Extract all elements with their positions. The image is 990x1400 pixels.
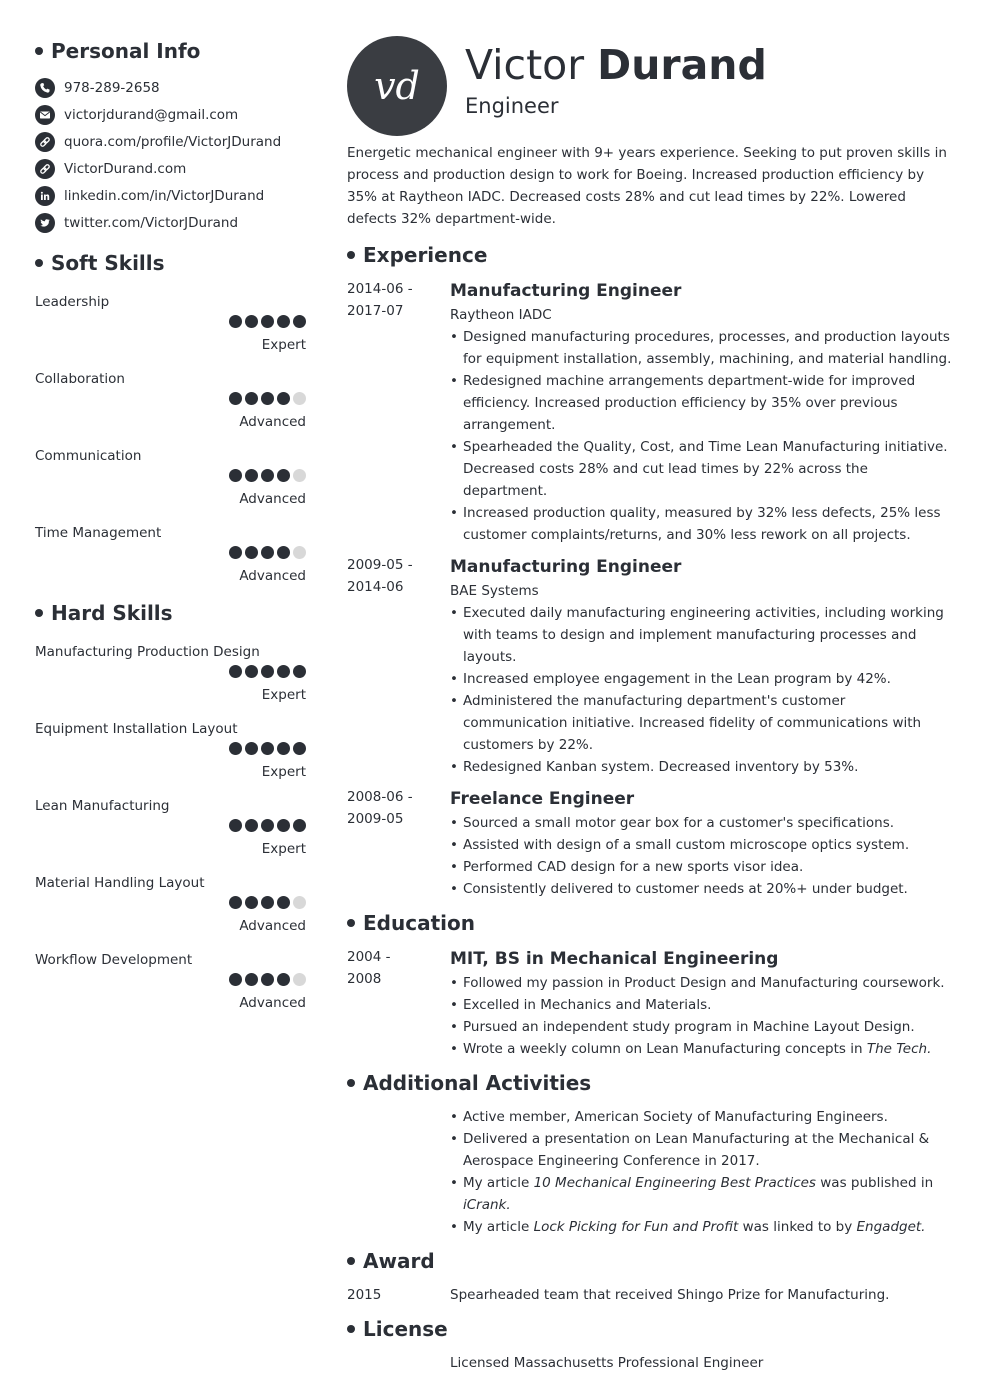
rating-dot [229, 392, 242, 405]
education-entry [347, 946, 952, 1060]
rating-dot [277, 973, 290, 986]
license-heading: License [347, 1314, 952, 1344]
skill-item [35, 634, 307, 711]
list-item: • Redesigned Kanban system. Decreased inventory by 53%. [450, 756, 952, 778]
organization: BAE Systems [450, 583, 539, 599]
rating-dot [293, 546, 306, 559]
hard-skills-list [35, 634, 307, 1019]
linkedin-icon [35, 186, 55, 206]
list-item: • My article Lock Picking for Fun and Profit was linked to by Engadget. [450, 1216, 952, 1238]
contact-linkedin[interactable] [35, 182, 307, 209]
bullet-dot [347, 251, 355, 259]
skill-rating [229, 665, 306, 678]
sidebar [35, 36, 307, 1019]
skill-level: Advanced [239, 918, 306, 934]
skill-level: Advanced [239, 491, 306, 507]
role-title: Manufacturing Engineer [450, 281, 682, 301]
twitter-icon [35, 213, 55, 233]
rating-dot [245, 546, 258, 559]
rating-dot [245, 819, 258, 832]
skill-name: Leadership [35, 294, 110, 310]
skill-rating [229, 392, 306, 405]
award-text: Spearheaded team that received Shingo Prize for Manufacturing. [450, 1287, 890, 1303]
skill-item [35, 515, 307, 592]
rating-dot [277, 315, 290, 328]
experience-entry [347, 786, 952, 900]
skill-rating [229, 469, 306, 482]
list-item: • Followed my passion in Product Design and Manufacturing coursework. [450, 972, 952, 994]
link-icon [35, 159, 55, 179]
skill-name: Collaboration [35, 371, 125, 387]
list-item: • Active member, American Society of Manufacturing Engineers. [450, 1106, 952, 1128]
list-item: • Consistently delivered to customer needs at 20%+ under budget. [450, 878, 952, 900]
education-date: 2004 - 2008 [347, 949, 391, 987]
skill-level: Expert [261, 841, 306, 857]
skill-rating [229, 742, 306, 755]
main-content [347, 36, 952, 1374]
skill-name: Communication [35, 448, 142, 464]
rating-dot [293, 896, 306, 909]
rating-dot [229, 742, 242, 755]
experience-date: 2009-05 - 2014-06 [347, 557, 413, 595]
skill-item [35, 788, 307, 865]
skill-item [35, 865, 307, 942]
award-heading: Award [347, 1246, 952, 1276]
skill-level: Advanced [239, 568, 306, 584]
list-item: • Assisted with design of a small custom microscope optics system. [450, 834, 952, 856]
rating-dot [261, 546, 274, 559]
rating-dot [293, 392, 306, 405]
rating-dot [277, 546, 290, 559]
experience-date: 2014-06 - 2017-07 [347, 281, 413, 319]
bullet-dot [35, 259, 43, 267]
activities-entry [347, 1106, 952, 1238]
initials-avatar: vd [347, 36, 447, 136]
list-item: • Increased employee engagement in the Lean program by 42%. [450, 668, 952, 690]
linkedin-link[interactable]: linkedin.com/in/VictorJDurand [64, 187, 265, 204]
bullet-dot [347, 1257, 355, 1265]
skill-level: Expert [261, 687, 306, 703]
education-heading: Education [347, 908, 952, 938]
summary: Energetic mechanical engineer with 9+ years experience. Seeking to put proven skills in process and production design to work for Boeing. Increased production efficiency by 35% at Raytheon IADC. Decreased costs 28% and cut lead times by 22%. Lowered defects 32% department-wide. [347, 145, 947, 227]
rating-dot [245, 315, 258, 328]
activities-heading: Additional Activities [347, 1068, 952, 1098]
experience-bullets [450, 602, 952, 778]
experience-date: 2008-06 - 2009-05 [347, 789, 413, 827]
rating-dot [229, 665, 242, 678]
list-item: • Delivered a presentation on Lean Manufacturing at the Mechanical & Aerospace Engineering Conference in 2017. [450, 1128, 952, 1172]
contact-list [35, 74, 307, 236]
list-item: • Administered the manufacturing department's customer communication initiative. Increased fidelity of communications with customers by 22%. [450, 690, 952, 756]
rating-dot [261, 819, 274, 832]
last-name: Durand [597, 41, 767, 89]
skill-name: Lean Manufacturing [35, 798, 170, 814]
resume-header [347, 36, 952, 142]
rating-dot [245, 896, 258, 909]
rating-dot [293, 819, 306, 832]
list-item: • Excelled in Mechanics and Materials. [450, 994, 952, 1016]
rating-dot [293, 973, 306, 986]
email-link[interactable]: victorjdurand@gmail.com [64, 106, 239, 123]
rating-dot [245, 392, 258, 405]
list-item: • Executed daily manufacturing engineering activities, including working with teams to design and implement manufacturing processes and layouts. [450, 602, 952, 668]
first-name: Victor [465, 41, 585, 89]
experience-entry [347, 554, 952, 778]
rating-dot [261, 315, 274, 328]
skill-rating [229, 896, 306, 909]
rating-dot [261, 742, 274, 755]
hard-skills-heading: Hard Skills [35, 598, 307, 628]
rating-dot [261, 973, 274, 986]
experience-bullets [450, 326, 952, 546]
role-title: Freelance Engineer [450, 789, 635, 809]
personal-info-heading: Personal Info [35, 36, 307, 66]
activities-bullets [450, 1106, 952, 1238]
skill-name: Equipment Installation Layout [35, 721, 238, 737]
skill-item [35, 711, 307, 788]
experience-heading: Experience [347, 240, 952, 270]
contact-phone [35, 74, 307, 101]
rating-dot [261, 665, 274, 678]
bullet-dot [35, 47, 43, 55]
bullet-dot [347, 1079, 355, 1087]
license-entry [347, 1352, 952, 1374]
rating-dot [245, 742, 258, 755]
list-item: • Redesigned machine arrangements department-wide for improved efficiency. Increased production efficiency by 35% over previous arrangement. [450, 370, 952, 436]
education-bullets [450, 972, 952, 1060]
contact-quora[interactable] [35, 128, 307, 155]
rating-dot [229, 973, 242, 986]
award-entry [347, 1284, 952, 1306]
rating-dot [277, 665, 290, 678]
rating-dot [293, 665, 306, 678]
skill-name: Manufacturing Production Design [35, 644, 260, 660]
website-link[interactable]: VictorDurand.com [64, 160, 187, 177]
rating-dot [229, 819, 242, 832]
list-item: • Sourced a small motor gear box for a customer's specifications. [450, 812, 952, 834]
rating-dot [277, 896, 290, 909]
rating-dot [261, 896, 274, 909]
rating-dot [277, 469, 290, 482]
rating-dot [229, 546, 242, 559]
list-item: • Increased production quality, measured by 32% less defects, 25% less customer complaints/returns, and 30% less rework on all projects. [450, 502, 952, 546]
rating-dot [245, 973, 258, 986]
contact-twitter[interactable] [35, 209, 307, 236]
rating-dot [261, 469, 274, 482]
contact-email[interactable] [35, 101, 307, 128]
twitter-link[interactable]: twitter.com/VictorJDurand [64, 214, 239, 231]
rating-dot [293, 469, 306, 482]
award-date: 2015 [347, 1287, 382, 1303]
rating-dot [245, 665, 258, 678]
rating-dot [293, 315, 306, 328]
rating-dot [277, 819, 290, 832]
skill-level: Expert [261, 764, 306, 780]
skill-name: Time Management [35, 525, 162, 541]
skill-level: Advanced [239, 995, 306, 1011]
bullet-dot [347, 919, 355, 927]
experience-list [347, 278, 952, 900]
list-item: • My article 10 Mechanical Engineering Best Practices was published in iCrank. [450, 1172, 952, 1216]
bullet-dot [35, 609, 43, 617]
job-title: Engineer [465, 94, 559, 118]
rating-dot [229, 469, 242, 482]
skill-level: Expert [261, 337, 306, 353]
email-icon [35, 105, 55, 125]
list-item: • Pursued an independent study program in Machine Layout Design. [450, 1016, 952, 1038]
phone-icon [35, 78, 55, 98]
list-item: • Wrote a weekly column on Lean Manufacturing concepts in The Tech. [450, 1038, 952, 1060]
degree: MIT, BS in Mechanical Engineering [450, 949, 779, 969]
rating-dot [261, 392, 274, 405]
quora-link[interactable]: quora.com/profile/VictorJDurand [64, 133, 282, 150]
skill-item [35, 284, 307, 361]
list-item: • Performed CAD design for a new sports visor idea. [450, 856, 952, 878]
experience-bullets [450, 812, 952, 900]
skill-item [35, 361, 307, 438]
rating-dot [229, 896, 242, 909]
skill-item [35, 942, 307, 1019]
full-name [465, 42, 767, 88]
organization: Raytheon IADC [450, 307, 552, 323]
phone-text: 978-289-2658 [64, 79, 160, 96]
contact-website[interactable] [35, 155, 307, 182]
rating-dot [277, 742, 290, 755]
license-text: Licensed Massachusetts Professional Engineer [450, 1355, 764, 1371]
skill-name: Material Handling Layout [35, 875, 205, 891]
rating-dot [293, 742, 306, 755]
skill-rating [229, 315, 306, 328]
skill-rating [229, 546, 306, 559]
experience-entry [347, 278, 952, 546]
role-title: Manufacturing Engineer [450, 557, 682, 577]
link-icon [35, 132, 55, 152]
skill-level: Advanced [239, 414, 306, 430]
skill-name: Workflow Development [35, 952, 193, 968]
list-item: • Spearheaded the Quality, Cost, and Time Lean Manufacturing initiative. Decreased costs 28% and cut lead times by 22% across the department. [450, 436, 952, 502]
rating-dot [229, 315, 242, 328]
skill-item [35, 438, 307, 515]
soft-skills-heading: Soft Skills [35, 248, 307, 278]
rating-dot [245, 469, 258, 482]
soft-skills-list [35, 284, 307, 592]
skill-rating [229, 819, 306, 832]
rating-dot [277, 392, 290, 405]
skill-rating [229, 973, 306, 986]
bullet-dot [347, 1325, 355, 1333]
list-item: • Designed manufacturing procedures, processes, and production layouts for equipment installation, assembly, machining, and material handling. [450, 326, 952, 370]
